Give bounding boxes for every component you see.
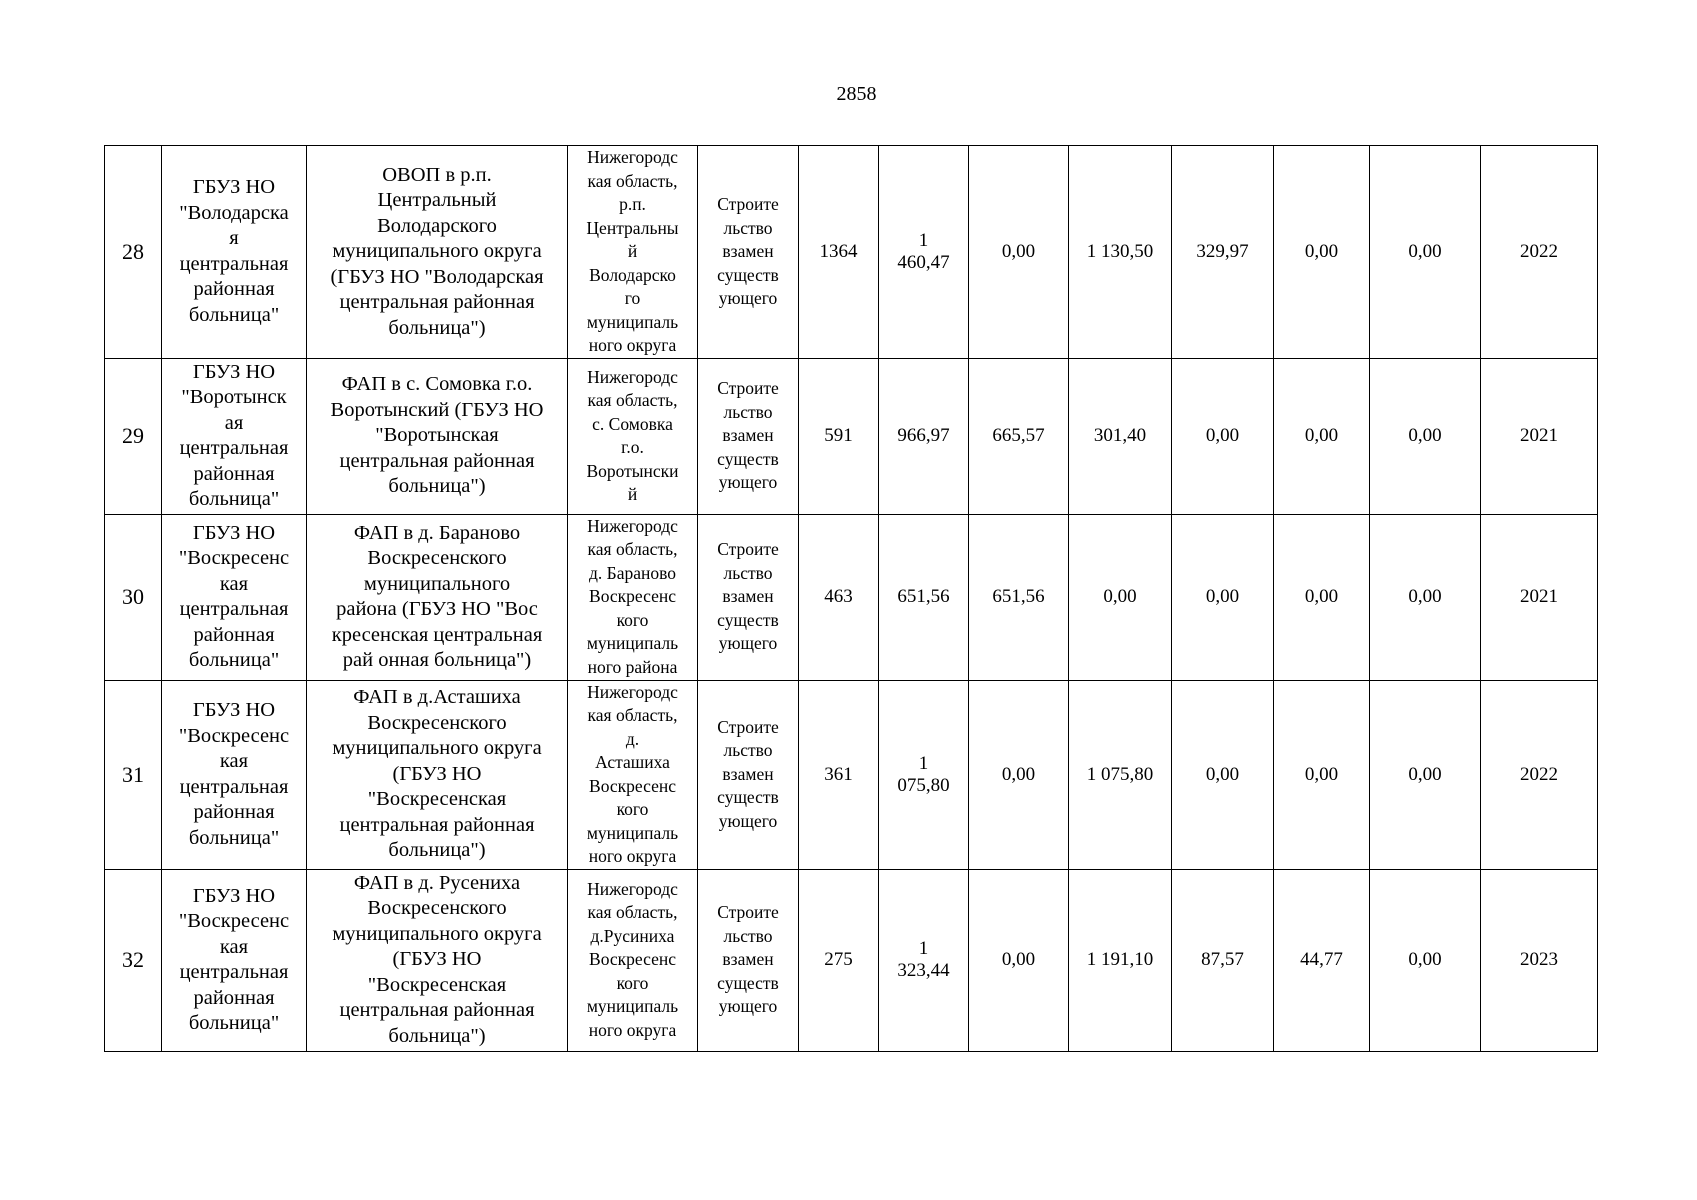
facility-name-cell-line: "Воротынская bbox=[375, 424, 499, 447]
organization-cell-line: центральная bbox=[179, 961, 289, 983]
value-cell-5: 0,00 bbox=[1370, 869, 1481, 1051]
area-cell: 1364 bbox=[799, 146, 879, 359]
total-cost-cell bbox=[879, 358, 969, 514]
address-cell-line: Нижегородс bbox=[587, 147, 678, 167]
address-cell-line: Воскресенс bbox=[589, 775, 676, 796]
organization-cell-line: районная bbox=[193, 278, 275, 301]
work-type-cell-line: существ bbox=[717, 264, 779, 285]
facility-name-cell-line: муниципального bbox=[363, 572, 511, 595]
organization-cell-line: кая bbox=[219, 935, 249, 958]
work-type-cell-line: Строите bbox=[717, 902, 779, 923]
value-cell-5: 0,00 bbox=[1370, 146, 1481, 359]
row-number-cell: 31 bbox=[105, 680, 162, 869]
total-cost-cell-line: 966,97 bbox=[897, 425, 950, 446]
facility-name-cell-line: района (ГБУЗ НО "Вос bbox=[336, 598, 538, 620]
facility-name-cell-line: (ГБУЗ НО bbox=[392, 762, 482, 785]
address-cell-line: д. Бараново bbox=[589, 562, 676, 583]
facility-name-cell-line: (ГБУЗ НО bbox=[392, 948, 482, 971]
page-number: 2858 bbox=[836, 83, 877, 105]
total-cost-cell-line: 460,47 bbox=[897, 251, 950, 273]
facility-name-cell-line: больница") bbox=[388, 1024, 486, 1047]
address-cell-line: муниципаль bbox=[586, 996, 679, 1017]
work-type-cell-line: ующего bbox=[718, 996, 778, 1017]
organization-cell-line: районная bbox=[193, 623, 275, 646]
work-type-cell-line: льство bbox=[723, 401, 773, 422]
table-row bbox=[105, 869, 1598, 1051]
facilities-table bbox=[104, 145, 1598, 1052]
address-cell bbox=[568, 358, 698, 514]
year-cell: 2023 bbox=[1481, 869, 1598, 1051]
work-type-cell-line: взамен bbox=[722, 586, 774, 607]
facility-name-cell-line: муниципального округа bbox=[332, 922, 542, 945]
facility-name-cell-line: ФАП в с. Сомовка г.о. bbox=[341, 373, 533, 396]
address-cell-line: кого bbox=[616, 799, 649, 819]
organization-cell-line: больница" bbox=[188, 303, 280, 326]
area-cell: 591 bbox=[799, 358, 879, 514]
work-type-cell-line: ующего bbox=[718, 810, 778, 831]
table-row bbox=[105, 514, 1598, 680]
value-cell-4: 0,00 bbox=[1274, 680, 1370, 869]
address-cell-line: Асташиха bbox=[595, 752, 670, 772]
organization-cell-line: больница" bbox=[188, 1012, 280, 1034]
facility-name-cell-line: ОВОП в р.п. bbox=[382, 163, 492, 186]
work-type-cell bbox=[698, 514, 799, 680]
organization-cell bbox=[162, 514, 307, 680]
total-cost-cell-line: 1 bbox=[918, 752, 929, 774]
address-cell-line: кого bbox=[616, 609, 649, 630]
facility-name-cell-line: Воскресенского bbox=[367, 547, 507, 569]
value-cell-1: 0,00 bbox=[969, 680, 1069, 869]
address-cell-line: Воскресенс bbox=[589, 949, 676, 970]
value-cell-3: 0,00 bbox=[1172, 514, 1274, 680]
facility-name-cell bbox=[307, 514, 568, 680]
address-cell-line: кая область, bbox=[587, 705, 678, 725]
address-cell-line: Нижегородс bbox=[587, 681, 678, 702]
facility-name-cell-line: (ГБУЗ НО "Володарская bbox=[330, 265, 544, 288]
address-cell-line: Воскресенс bbox=[589, 586, 676, 607]
address-cell-line: Нижегородс bbox=[587, 366, 678, 387]
year-cell: 2022 bbox=[1481, 680, 1598, 869]
organization-cell-line: ГБУЗ НО bbox=[192, 360, 276, 383]
total-cost-cell-line: 323,44 bbox=[897, 960, 950, 981]
total-cost-cell bbox=[879, 680, 969, 869]
facility-name-cell-line: ФАП в д.Асташиха bbox=[353, 686, 521, 709]
address-cell bbox=[568, 869, 698, 1051]
work-type-cell-line: взамен bbox=[722, 425, 774, 446]
year-cell: 2021 bbox=[1481, 358, 1598, 514]
organization-cell-line: центральная bbox=[179, 252, 289, 275]
facility-name-cell-line: "Воскресенская bbox=[367, 788, 507, 811]
facility-name-cell-line: центральная районная bbox=[339, 999, 535, 1022]
facility-name-cell-line: кресенская центральная bbox=[331, 623, 543, 646]
total-cost-cell bbox=[879, 869, 969, 1051]
facility-name-cell-line: муниципального округа bbox=[332, 240, 542, 262]
facility-name-cell-line: Центральный bbox=[377, 189, 497, 211]
organization-cell-line: кая bbox=[219, 750, 249, 772]
facility-name-cell-line: центральная районная bbox=[339, 813, 535, 836]
facility-name-cell-line: муниципального округа bbox=[332, 737, 542, 760]
address-cell-line: кая область, bbox=[587, 390, 678, 410]
value-cell-4: 0,00 bbox=[1274, 358, 1370, 514]
value-cell-1: 665,57 bbox=[969, 358, 1069, 514]
row-number-cell: 28 bbox=[105, 146, 162, 359]
work-type-cell-line: льство bbox=[723, 740, 773, 761]
organization-cell bbox=[162, 869, 307, 1051]
value-cell-2: 1 130,50 bbox=[1069, 146, 1172, 359]
address-cell-line: ного округа bbox=[588, 335, 677, 355]
address-cell-line: муниципаль bbox=[586, 633, 679, 654]
address-cell bbox=[568, 680, 698, 869]
organization-cell-line: "Воскресенс bbox=[178, 910, 290, 932]
organization-cell-line: районная bbox=[193, 801, 275, 823]
facility-name-cell-line: центральная районная bbox=[339, 449, 535, 472]
address-cell-line: Центральны bbox=[586, 217, 679, 238]
facility-name-cell-line: Володарского bbox=[377, 214, 497, 237]
value-cell-2: 0,00 bbox=[1069, 514, 1172, 680]
organization-cell-line: центральная bbox=[179, 437, 289, 459]
row-number-cell: 29 bbox=[105, 358, 162, 514]
value-cell-2: 1 075,80 bbox=[1069, 680, 1172, 869]
organization-cell-line: ГБУЗ НО bbox=[192, 176, 276, 199]
work-type-cell-line: взамен bbox=[722, 241, 774, 261]
work-type-cell bbox=[698, 869, 799, 1051]
value-cell-5: 0,00 bbox=[1370, 514, 1481, 680]
organization-cell-line: больница" bbox=[188, 649, 280, 671]
facility-name-cell bbox=[307, 146, 568, 359]
total-cost-cell bbox=[879, 146, 969, 359]
value-cell-4: 0,00 bbox=[1274, 146, 1370, 359]
organization-cell-line: ГБУЗ НО bbox=[192, 521, 276, 544]
facility-name-cell-line: Воскресенского bbox=[367, 711, 507, 734]
area-cell: 463 bbox=[799, 514, 879, 680]
organization-cell-line: центральная bbox=[179, 598, 289, 620]
work-type-cell-line: Строите bbox=[717, 194, 779, 214]
address-cell bbox=[568, 514, 698, 680]
address-cell-line: й bbox=[627, 241, 638, 261]
total-cost-cell-line: 1 bbox=[918, 229, 929, 251]
work-type-cell-line: Строите bbox=[717, 716, 779, 737]
facility-name-cell-line: ФАП в д. Бараново bbox=[353, 521, 521, 544]
total-cost-cell-line: 075,80 bbox=[897, 774, 950, 796]
work-type-cell bbox=[698, 680, 799, 869]
address-cell-line: д.Русиниха bbox=[590, 925, 675, 946]
work-type-cell-line: существ bbox=[717, 972, 779, 993]
facility-name-cell-line: ФАП в д. Русениха bbox=[353, 871, 521, 894]
total-cost-cell-line: 1 bbox=[918, 938, 929, 959]
value-cell-5: 0,00 bbox=[1370, 680, 1481, 869]
work-type-cell bbox=[698, 358, 799, 514]
value-cell-5: 0,00 bbox=[1370, 358, 1481, 514]
facility-name-cell bbox=[307, 358, 568, 514]
facility-name-cell bbox=[307, 680, 568, 869]
address-cell-line: кая область, bbox=[587, 902, 678, 923]
organization-cell-line: "Володарска bbox=[179, 201, 289, 224]
facility-name-cell-line: центральная районная bbox=[339, 291, 535, 313]
organization-cell-line: я bbox=[229, 227, 239, 250]
address-cell-line: Володарско bbox=[589, 264, 676, 285]
value-cell-4: 44,77 bbox=[1274, 869, 1370, 1051]
work-type-cell-line: Строите bbox=[717, 539, 779, 560]
facility-name-cell bbox=[307, 869, 568, 1051]
address-cell bbox=[568, 146, 698, 359]
work-type-cell-line: ующего bbox=[718, 288, 778, 308]
year-cell: 2021 bbox=[1481, 514, 1598, 680]
address-cell-line: Нижегородс bbox=[587, 515, 678, 536]
value-cell-1: 0,00 bbox=[969, 146, 1069, 359]
work-type-cell-line: ующего bbox=[718, 472, 778, 493]
value-cell-1: 0,00 bbox=[969, 869, 1069, 1051]
address-cell-line: кая область, bbox=[587, 539, 678, 560]
work-type-cell-line: льство bbox=[723, 562, 773, 583]
organization-cell-line: ая bbox=[224, 411, 244, 434]
work-type-cell-line: ующего bbox=[718, 633, 778, 654]
organization-cell-line: районная bbox=[193, 986, 275, 1009]
address-cell-line: с. Сомовка bbox=[592, 413, 673, 434]
facility-name-cell-line: больница") bbox=[388, 316, 486, 339]
work-type-cell-line: льство bbox=[723, 925, 773, 946]
facility-name-cell-line: больница") bbox=[388, 475, 486, 498]
value-cell-2: 301,40 bbox=[1069, 358, 1172, 514]
value-cell-3: 0,00 bbox=[1172, 680, 1274, 869]
address-cell-line: р.п. bbox=[619, 194, 646, 214]
address-cell-line: ного округа bbox=[588, 1019, 677, 1040]
work-type-cell-line: существ bbox=[717, 448, 779, 469]
work-type-cell-line: существ bbox=[717, 609, 779, 630]
row-number-cell: 32 bbox=[105, 869, 162, 1051]
organization-cell-line: "Воскресенс bbox=[178, 547, 290, 569]
facility-name-cell-line: "Воскресенская bbox=[367, 973, 507, 996]
organization-cell bbox=[162, 146, 307, 359]
value-cell-3: 329,97 bbox=[1172, 146, 1274, 359]
address-cell-line: муниципаль bbox=[586, 822, 679, 843]
address-cell-line: Нижегородс bbox=[587, 878, 678, 899]
value-cell-3: 87,57 bbox=[1172, 869, 1274, 1051]
work-type-cell-line: взамен bbox=[722, 763, 774, 784]
organization-cell-line: "Воскресенс bbox=[178, 724, 290, 747]
address-cell-line: муниципаль bbox=[586, 311, 679, 332]
address-cell-line: ного района bbox=[587, 656, 678, 677]
value-cell-4: 0,00 bbox=[1274, 514, 1370, 680]
address-cell-line: го bbox=[624, 288, 641, 308]
organization-cell bbox=[162, 358, 307, 514]
address-cell-line: кая область, bbox=[587, 170, 678, 191]
value-cell-2: 1 191,10 bbox=[1069, 869, 1172, 1051]
address-cell-line: д. bbox=[625, 728, 640, 749]
facility-name-cell-line: Воскресенского bbox=[367, 897, 507, 920]
row-number-cell: 30 bbox=[105, 514, 162, 680]
address-cell-line: Воротынски bbox=[586, 460, 679, 481]
table-row bbox=[105, 146, 1598, 359]
organization-cell-line: ГБУЗ НО bbox=[192, 699, 276, 721]
work-type-cell-line: льство bbox=[723, 217, 773, 238]
work-type-cell-line: Строите bbox=[717, 378, 779, 399]
facility-name-cell-line: больница") bbox=[388, 839, 486, 862]
address-cell-line: ного округа bbox=[588, 846, 677, 866]
value-cell-1: 651,56 bbox=[969, 514, 1069, 680]
table-row bbox=[105, 358, 1598, 514]
organization-cell-line: кая bbox=[219, 572, 249, 595]
organization-cell-line: "Воротынск bbox=[181, 386, 287, 408]
work-type-cell-line: существ bbox=[717, 787, 779, 808]
total-cost-cell-line: 651,56 bbox=[897, 586, 950, 607]
organization-cell-line: больница" bbox=[188, 826, 280, 849]
organization-cell-line: районная bbox=[193, 462, 275, 485]
organization-cell-line: ГБУЗ НО bbox=[192, 884, 276, 907]
organization-cell bbox=[162, 680, 307, 869]
area-cell: 275 bbox=[799, 869, 879, 1051]
organization-cell-line: больница" bbox=[188, 488, 280, 510]
table-row bbox=[105, 680, 1598, 869]
address-cell-line: кого bbox=[616, 972, 649, 993]
organization-cell-line: центральная bbox=[179, 775, 289, 798]
address-cell-line: й bbox=[627, 484, 638, 504]
area-cell: 361 bbox=[799, 680, 879, 869]
year-cell: 2022 bbox=[1481, 146, 1598, 359]
total-cost-cell bbox=[879, 514, 969, 680]
work-type-cell bbox=[698, 146, 799, 359]
facility-name-cell-line: Воротынский (ГБУЗ НО bbox=[330, 398, 544, 421]
facility-name-cell-line: рай онная больница") bbox=[342, 649, 532, 671]
address-cell-line: г.о. bbox=[621, 437, 644, 457]
work-type-cell-line: взамен bbox=[722, 949, 774, 970]
value-cell-3: 0,00 bbox=[1172, 358, 1274, 514]
